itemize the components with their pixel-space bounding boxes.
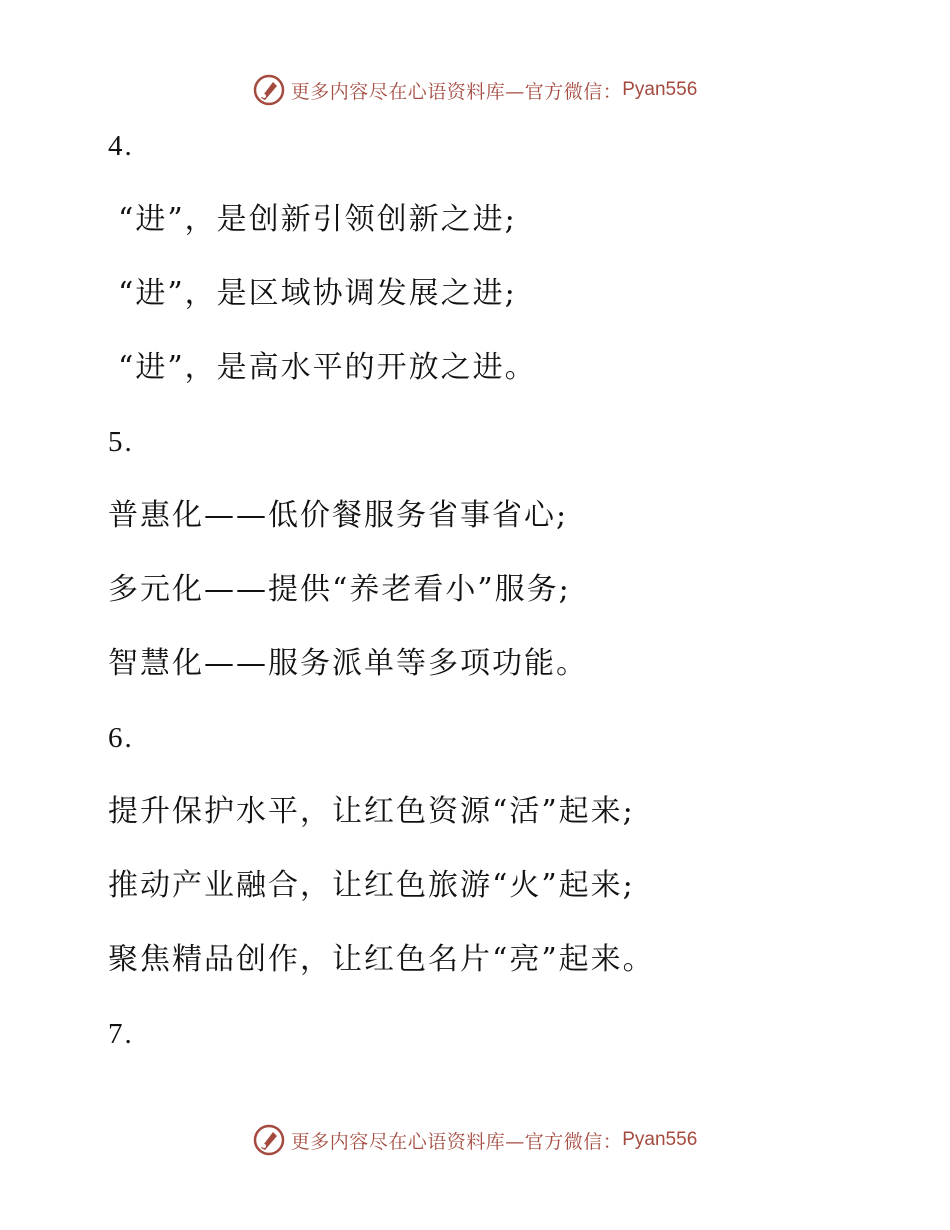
section-6-line-3: 聚焦精品创作，让红色名片“亮”起来。: [108, 942, 655, 977]
footer-banner-text: 更多内容尽在心语资料库—官方微信：: [290, 1130, 623, 1153]
section-6-line-1: 提升保护水平，让红色资源“活”起来;: [108, 794, 635, 829]
header-wechat-id: Pyan556: [622, 79, 698, 100]
pen-nib-logo-icon: [253, 74, 285, 106]
section-6-number: 6.: [108, 722, 134, 754]
section-5-line-3: 智慧化——服务派单等多项功能。: [108, 646, 588, 681]
section-5-number: 5.: [108, 426, 134, 458]
footer-banner: [0, 1120, 950, 1160]
pen-nib-logo-icon: [253, 1124, 285, 1156]
section-7-number: 7.: [108, 1018, 134, 1050]
section-5-line-2: 多元化——提供“养老看小”服务;: [108, 572, 571, 607]
section-4-line-1: “进”，是创新引领创新之进;: [118, 202, 517, 237]
header-banner-text: 更多内容尽在心语资料库—官方微信：: [290, 80, 623, 103]
section-5-line-1: 普惠化——低价餐服务省事省心;: [108, 498, 569, 533]
section-4-line-3: “进”，是高水平的开放之进。: [118, 350, 537, 385]
section-4-number: 4.: [108, 130, 134, 162]
footer-wechat-id: Pyan556: [622, 1129, 698, 1150]
section-4-line-2: “进”，是区域协调发展之进;: [118, 276, 517, 311]
section-6-line-2: 推动产业融合，让红色旅游“火”起来;: [108, 868, 635, 903]
header-banner: [0, 70, 950, 110]
